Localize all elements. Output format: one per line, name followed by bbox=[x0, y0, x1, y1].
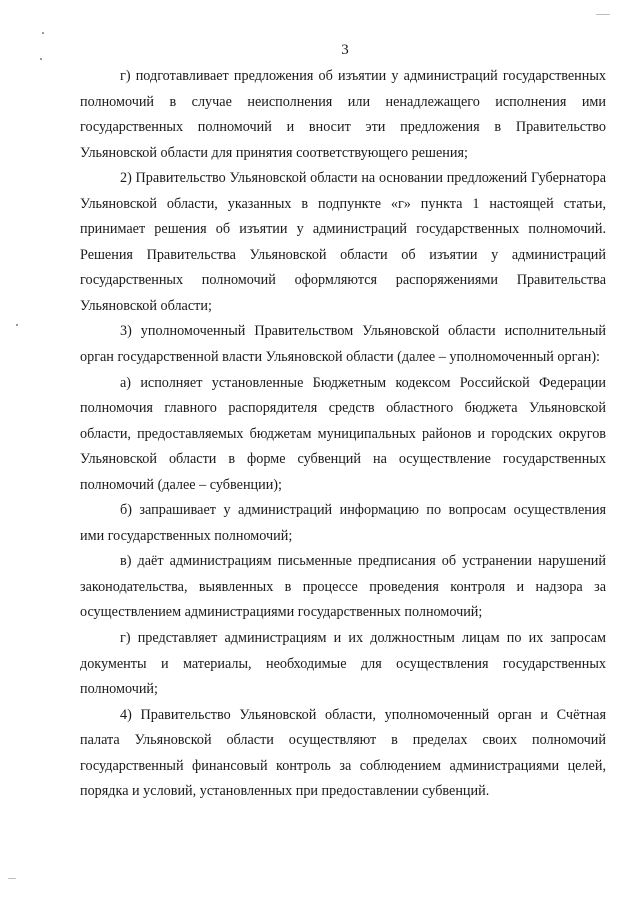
paragraph-2: 2) Правительство Ульяновской области на основании предложений Губернатора Ульяновской области, указанных в подпункте «г» пункта 1 настоящей статьи, принимает решения об изъятии у администраций государственных полномочий. Решения Правительства Ульяновской области об изъятии у администраций государственных полномочий оформляются распоряжениями Правительства Ульяновской области; bbox=[80, 170, 606, 314]
scan-speck bbox=[596, 14, 610, 15]
paragraph-4: 4) Правительство Ульяновской области, уполномоченный орган и Счётная палата Ульяновской области осуществляют в пределах своих полномочий государственный финансовый контроль за соблюдением администрациями целей, порядка и условий, установленных при предоставлении субвенций. bbox=[80, 706, 606, 800]
scan-speck bbox=[16, 324, 18, 326]
document-body bbox=[80, 64, 606, 805]
scan-speck bbox=[40, 58, 42, 60]
paragraph-3: 3) уполномоченный Правительством Ульяновской области исполнительный орган государственной власти Ульяновской области (далее – уполномоченный орган): bbox=[80, 323, 606, 366]
scan-speck bbox=[8, 878, 16, 879]
scan-speck bbox=[42, 32, 44, 34]
paragraph-3-v: в) даёт администрациям письменные предписания об устранении нарушений законодательства, выявленных в процессе проведения контроля и надзора за осуществлением администрациями государственных полномочий; bbox=[80, 553, 606, 621]
page-number: 3 bbox=[341, 42, 349, 58]
paragraph-3-b: б) запрашивает у администраций информацию по вопросам осуществления ими государственных полномочий; bbox=[80, 502, 606, 544]
paragraph-3-a: а) исполняет установленные Бюджетным кодексом Российской Федерации полномочия главного распорядителя средств областного бюджета Ульяновской области, предоставляемых бюджетам муниципальных районов и городских округов Ульяновской области в форме субвенций на осуществление государственных полномочий (далее – субвенции); bbox=[80, 374, 606, 493]
paragraph-3-g: г) представляет администрациям и их должностным лицам по их запросам документы и материалы, необходимые для осуществления государственных полномочий; bbox=[80, 630, 606, 698]
paragraph-1-g: г) подготавливает предложения об изъятии у администраций государственных полномочий в случае неисполнения или ненадлежащего исполнения ими государственных полномочий и вносит эти предложения в Правительство Ульяновской области для принятия соответствующего решения; bbox=[80, 68, 606, 161]
